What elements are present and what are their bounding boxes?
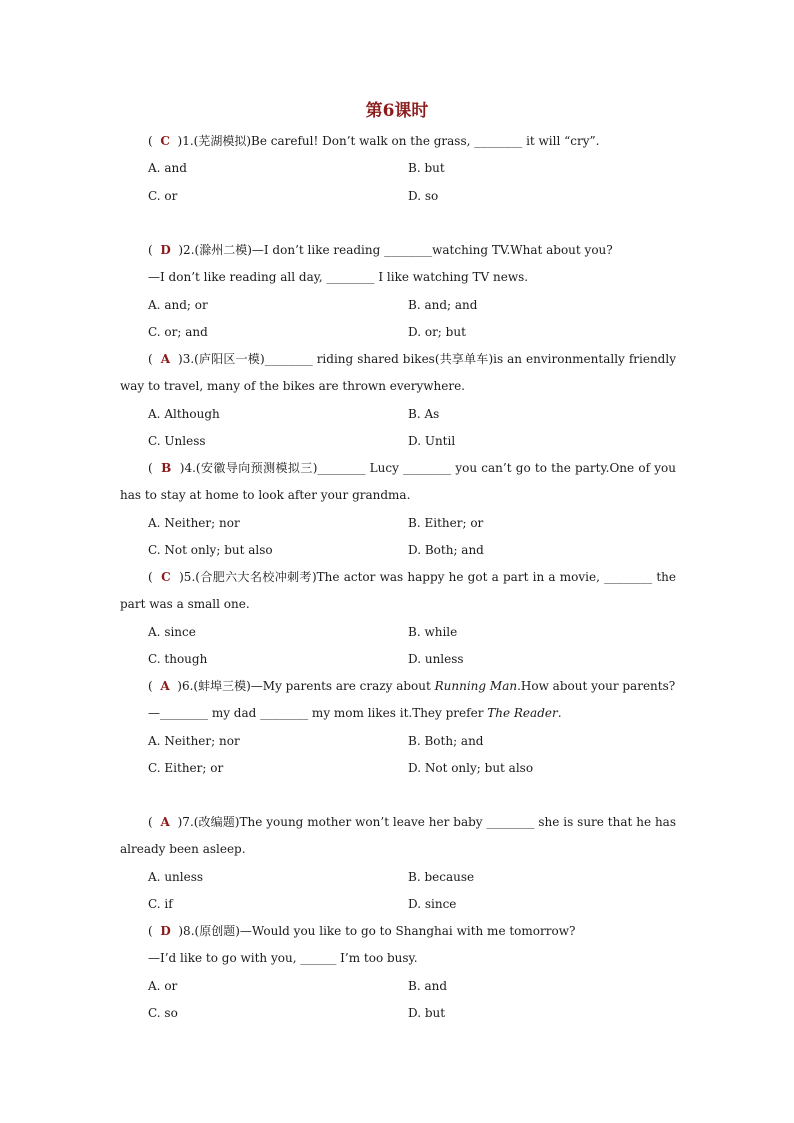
option-c: C. Either; or: [148, 760, 224, 775]
answer-key: D: [160, 243, 171, 257]
answer-key: C: [160, 134, 170, 148]
question-3: [120, 346, 676, 455]
question-stem: ( D )8.(原创题)—Would you like to go to Shanghai with me tomorrow?: [148, 924, 576, 938]
option-b: B. As: [408, 406, 440, 421]
question-1: [120, 128, 676, 210]
options: [120, 973, 676, 1028]
option-b: B. while: [408, 624, 458, 639]
option-c: C. or; and: [148, 324, 208, 339]
option-c: C. so: [148, 1005, 178, 1020]
option-c: C. or: [148, 188, 178, 203]
question-stem: ( A )6.(蚌埠三模)—My parents are crazy about Running Man.How about your parents?: [148, 679, 676, 693]
answer-key: A: [160, 352, 171, 366]
option-c: C. though: [148, 651, 208, 666]
question-stem: ( D )2.(滁州二模)—I don’t like reading ________watching TV.What about you?: [148, 243, 613, 257]
option-a: A. unless: [148, 869, 204, 884]
option-d: D. Not only; but also: [408, 760, 534, 775]
option-d: D. since: [408, 896, 457, 911]
question-line: —________ my dad ________ my mom likes it.They prefer The Reader.: [148, 706, 562, 721]
question-2: [120, 237, 676, 346]
option-b: B. because: [408, 869, 475, 884]
question-4: [120, 455, 676, 564]
option-a: A. since: [148, 624, 196, 639]
option-d: D. unless: [408, 651, 464, 666]
question-line: —I’d like to go with you, ______ I’m too busy.: [148, 951, 418, 966]
option-b: B. but: [408, 161, 445, 176]
answer-key: C: [161, 570, 171, 584]
options: [120, 619, 676, 674]
question-stem: ( A )3.(庐阳区一模)________ riding shared bikes(共享单车)is an environmentally friendly way to travel, many of the bikes are thrown everywhere.: [120, 352, 676, 394]
question-stem: ( B )4.(安徽导向预测模拟三)________ Lucy ________ you can’t go to the party.One of you has to stay at home to look after your grandma.: [120, 461, 676, 503]
option-c: C. Not only; but also: [148, 542, 273, 557]
question-8: [120, 918, 676, 1027]
options: [120, 728, 676, 783]
options: [120, 864, 676, 919]
options: [120, 292, 676, 347]
answer-key: D: [160, 924, 171, 938]
options: [120, 510, 676, 565]
option-a: A. Neither; nor: [148, 515, 240, 530]
option-a: A. or: [148, 978, 178, 993]
option-d: D. Both; and: [408, 542, 484, 557]
option-a: A. and: [148, 161, 187, 176]
option-d: D. or; but: [408, 324, 466, 339]
question-stem: ( A )7.(改编题)The young mother won’t leave her baby ________ she is sure that he has already been asleep.: [120, 815, 676, 857]
option-d: D. Until: [408, 433, 456, 448]
option-b: B. Either; or: [408, 515, 484, 530]
question-5: [120, 564, 676, 673]
option-b: B. and: [408, 978, 448, 993]
question-stem: ( C )1.(芜湖模拟)Be careful! Don’t walk on the grass, ________ it will “cry”.: [148, 134, 600, 148]
option-c: C. if: [148, 896, 173, 911]
option-c: C. Unless: [148, 433, 206, 448]
question-line: —I don’t like reading all day, ________ I like watching TV news.: [148, 270, 529, 285]
italic-title: Running Man: [434, 679, 518, 693]
option-a: A. Neither; nor: [148, 733, 240, 748]
answer-key: A: [160, 815, 170, 829]
option-a: A. and; or: [148, 297, 208, 312]
page-title: 第6课时: [365, 101, 429, 121]
question-7: [120, 809, 676, 918]
option-b: B. Both; and: [408, 733, 484, 748]
question-stem: ( C )5.(合肥六大名校冲刺考)The actor was happy he got a part in a movie, ________ the part was a small one.: [120, 570, 676, 612]
option-d: D. so: [408, 188, 439, 203]
option-d: D. but: [408, 1005, 446, 1020]
option-b: B. and; and: [408, 297, 478, 312]
answer-key: A: [160, 679, 170, 693]
answer-key: B: [161, 461, 172, 475]
italic-title: The Reader: [487, 706, 558, 721]
options: [120, 401, 676, 456]
option-a: A. Although: [148, 406, 220, 421]
question-6: [120, 673, 676, 782]
options: [120, 155, 676, 210]
